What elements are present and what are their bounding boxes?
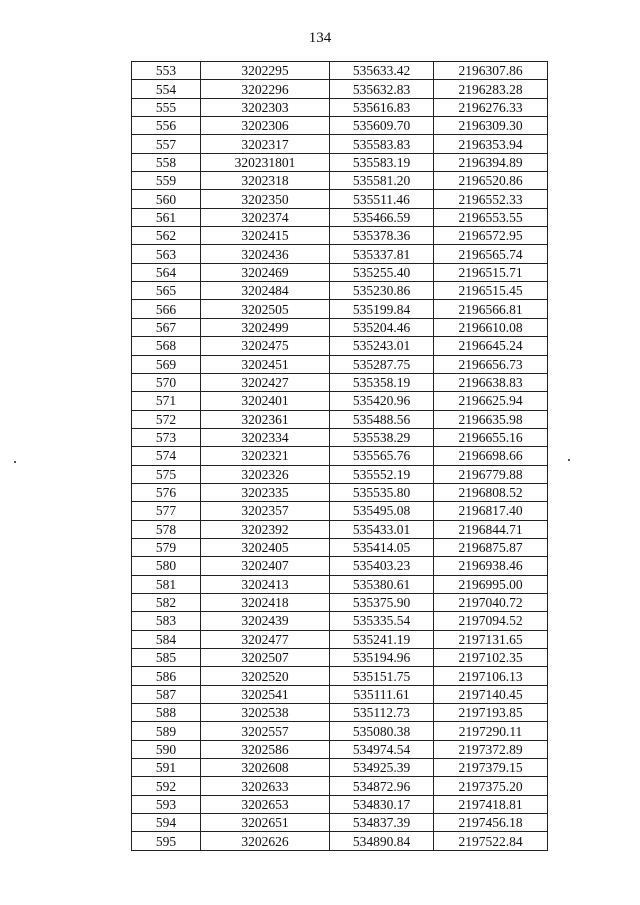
row-number-cell: 569 <box>132 355 201 373</box>
x-coordinate-cell: 535414.05 <box>330 538 434 556</box>
y-coordinate-cell: 2197102.35 <box>434 649 548 667</box>
x-coordinate-cell: 535241.19 <box>330 630 434 648</box>
row-number-cell: 586 <box>132 667 201 685</box>
x-coordinate-cell: 535230.86 <box>330 282 434 300</box>
table-row <box>132 520 548 538</box>
x-coordinate-cell: 534872.96 <box>330 777 434 795</box>
x-coordinate-cell: 535433.01 <box>330 520 434 538</box>
y-coordinate-cell: 2196307.86 <box>434 62 548 80</box>
point-id-cell: 3202418 <box>201 593 330 611</box>
x-coordinate-cell: 535335.54 <box>330 612 434 630</box>
y-coordinate-cell: 2196566.81 <box>434 300 548 318</box>
point-id-cell: 3202361 <box>201 410 330 428</box>
point-id-cell: 3202633 <box>201 777 330 795</box>
table-row <box>132 483 548 501</box>
table-row <box>132 263 548 281</box>
x-coordinate-cell: 534974.54 <box>330 740 434 758</box>
y-coordinate-cell: 2197040.72 <box>434 593 548 611</box>
x-coordinate-cell: 535337.81 <box>330 245 434 263</box>
x-coordinate-cell: 535151.75 <box>330 667 434 685</box>
coordinates-table <box>131 61 548 851</box>
row-number-cell: 589 <box>132 722 201 740</box>
x-coordinate-cell: 535583.83 <box>330 135 434 153</box>
point-id-cell: 3202296 <box>201 80 330 98</box>
point-id-cell: 3202541 <box>201 685 330 703</box>
y-coordinate-cell: 2197290.11 <box>434 722 548 740</box>
x-coordinate-cell: 535581.20 <box>330 172 434 190</box>
table-row <box>132 667 548 685</box>
table-row <box>132 98 548 116</box>
point-id-cell: 3202608 <box>201 759 330 777</box>
scan-speck <box>568 459 570 461</box>
table-row <box>132 208 548 226</box>
table-row <box>132 117 548 135</box>
table-row <box>132 740 548 758</box>
y-coordinate-cell: 2196309.30 <box>434 117 548 135</box>
point-id-cell: 3202557 <box>201 722 330 740</box>
row-number-cell: 573 <box>132 428 201 446</box>
table-row <box>132 337 548 355</box>
x-coordinate-cell: 535488.56 <box>330 410 434 428</box>
row-number-cell: 575 <box>132 465 201 483</box>
y-coordinate-cell: 2196655.16 <box>434 428 548 446</box>
y-coordinate-cell: 2196515.45 <box>434 282 548 300</box>
y-coordinate-cell: 2196638.83 <box>434 373 548 391</box>
point-id-cell: 3202334 <box>201 428 330 446</box>
point-id-cell: 3202505 <box>201 300 330 318</box>
row-number-cell: 579 <box>132 538 201 556</box>
point-id-cell: 3202321 <box>201 447 330 465</box>
row-number-cell: 584 <box>132 630 201 648</box>
row-number-cell: 564 <box>132 263 201 281</box>
row-number-cell: 577 <box>132 502 201 520</box>
row-number-cell: 557 <box>132 135 201 153</box>
point-id-cell: 3202318 <box>201 172 330 190</box>
row-number-cell: 556 <box>132 117 201 135</box>
y-coordinate-cell: 2196698.66 <box>434 447 548 465</box>
row-number-cell: 568 <box>132 337 201 355</box>
table-row <box>132 557 548 575</box>
point-id-cell: 3202469 <box>201 263 330 281</box>
point-id-cell: 3202538 <box>201 704 330 722</box>
point-id-cell: 3202415 <box>201 227 330 245</box>
y-coordinate-cell: 2196779.88 <box>434 465 548 483</box>
x-coordinate-cell: 535552.19 <box>330 465 434 483</box>
point-id-cell: 3202651 <box>201 814 330 832</box>
point-id-cell: 3202401 <box>201 392 330 410</box>
row-number-cell: 590 <box>132 740 201 758</box>
row-number-cell: 592 <box>132 777 201 795</box>
row-number-cell: 588 <box>132 704 201 722</box>
x-coordinate-cell: 535287.75 <box>330 355 434 373</box>
row-number-cell: 593 <box>132 795 201 813</box>
y-coordinate-cell: 2196844.71 <box>434 520 548 538</box>
point-id-cell: 3202436 <box>201 245 330 263</box>
y-coordinate-cell: 2196875.87 <box>434 538 548 556</box>
table-row <box>132 373 548 391</box>
table-row <box>132 355 548 373</box>
y-coordinate-cell: 2196553.55 <box>434 208 548 226</box>
y-coordinate-cell: 2196808.52 <box>434 483 548 501</box>
x-coordinate-cell: 535565.76 <box>330 447 434 465</box>
point-id-cell: 320231801 <box>201 153 330 171</box>
y-coordinate-cell: 2197140.45 <box>434 685 548 703</box>
x-coordinate-cell: 535420.96 <box>330 392 434 410</box>
row-number-cell: 572 <box>132 410 201 428</box>
point-id-cell: 3202451 <box>201 355 330 373</box>
row-number-cell: 559 <box>132 172 201 190</box>
row-number-cell: 578 <box>132 520 201 538</box>
point-id-cell: 3202413 <box>201 575 330 593</box>
x-coordinate-cell: 535495.08 <box>330 502 434 520</box>
row-number-cell: 566 <box>132 300 201 318</box>
point-id-cell: 3202405 <box>201 538 330 556</box>
point-id-cell: 3202653 <box>201 795 330 813</box>
row-number-cell: 583 <box>132 612 201 630</box>
x-coordinate-cell: 535375.90 <box>330 593 434 611</box>
x-coordinate-cell: 535535.80 <box>330 483 434 501</box>
x-coordinate-cell: 535583.19 <box>330 153 434 171</box>
point-id-cell: 3202317 <box>201 135 330 153</box>
table-row <box>132 502 548 520</box>
table-row <box>132 777 548 795</box>
point-id-cell: 3202477 <box>201 630 330 648</box>
y-coordinate-cell: 2196645.24 <box>434 337 548 355</box>
table-row <box>132 593 548 611</box>
table-row <box>132 704 548 722</box>
y-coordinate-cell: 2197375.20 <box>434 777 548 795</box>
row-number-cell: 560 <box>132 190 201 208</box>
point-id-cell: 3202335 <box>201 483 330 501</box>
y-coordinate-cell: 2197106.13 <box>434 667 548 685</box>
table-row <box>132 318 548 336</box>
y-coordinate-cell: 2196938.46 <box>434 557 548 575</box>
point-id-cell: 3202475 <box>201 337 330 355</box>
row-number-cell: 581 <box>132 575 201 593</box>
y-coordinate-cell: 2197456.18 <box>434 814 548 832</box>
table-row <box>132 227 548 245</box>
x-coordinate-cell: 535380.61 <box>330 575 434 593</box>
x-coordinate-cell: 534890.84 <box>330 832 434 850</box>
point-id-cell: 3202520 <box>201 667 330 685</box>
y-coordinate-cell: 2196552.33 <box>434 190 548 208</box>
x-coordinate-cell: 534830.17 <box>330 795 434 813</box>
table-row <box>132 245 548 263</box>
point-id-cell: 3202586 <box>201 740 330 758</box>
y-coordinate-cell: 2197094.52 <box>434 612 548 630</box>
row-number-cell: 571 <box>132 392 201 410</box>
x-coordinate-cell: 535112.73 <box>330 704 434 722</box>
table-row <box>132 722 548 740</box>
row-number-cell: 594 <box>132 814 201 832</box>
row-number-cell: 565 <box>132 282 201 300</box>
x-coordinate-cell: 535616.83 <box>330 98 434 116</box>
table-row <box>132 649 548 667</box>
row-number-cell: 591 <box>132 759 201 777</box>
x-coordinate-cell: 535403.23 <box>330 557 434 575</box>
table-row <box>132 612 548 630</box>
x-coordinate-cell: 535378.36 <box>330 227 434 245</box>
y-coordinate-cell: 2196610.08 <box>434 318 548 336</box>
x-coordinate-cell: 534837.39 <box>330 814 434 832</box>
table-row <box>132 172 548 190</box>
x-coordinate-cell: 535632.83 <box>330 80 434 98</box>
table-row <box>132 759 548 777</box>
point-id-cell: 3202439 <box>201 612 330 630</box>
scan-speck <box>14 461 16 463</box>
y-coordinate-cell: 2197522.84 <box>434 832 548 850</box>
row-number-cell: 587 <box>132 685 201 703</box>
point-id-cell: 3202499 <box>201 318 330 336</box>
y-coordinate-cell: 2197372.89 <box>434 740 548 758</box>
row-number-cell: 576 <box>132 483 201 501</box>
x-coordinate-cell: 535199.84 <box>330 300 434 318</box>
table-row <box>132 153 548 171</box>
row-number-cell: 595 <box>132 832 201 850</box>
y-coordinate-cell: 2196625.94 <box>434 392 548 410</box>
y-coordinate-cell: 2196515.71 <box>434 263 548 281</box>
row-number-cell: 563 <box>132 245 201 263</box>
table-row <box>132 80 548 98</box>
y-coordinate-cell: 2196656.73 <box>434 355 548 373</box>
y-coordinate-cell: 2196635.98 <box>434 410 548 428</box>
y-coordinate-cell: 2196353.94 <box>434 135 548 153</box>
x-coordinate-cell: 535111.61 <box>330 685 434 703</box>
x-coordinate-cell: 535080.38 <box>330 722 434 740</box>
table-row <box>132 832 548 850</box>
x-coordinate-cell: 534925.39 <box>330 759 434 777</box>
table-row <box>132 630 548 648</box>
table-row <box>132 428 548 446</box>
point-id-cell: 3202374 <box>201 208 330 226</box>
point-id-cell: 3202326 <box>201 465 330 483</box>
row-number-cell: 555 <box>132 98 201 116</box>
row-number-cell: 567 <box>132 318 201 336</box>
x-coordinate-cell: 535609.70 <box>330 117 434 135</box>
x-coordinate-cell: 535466.59 <box>330 208 434 226</box>
y-coordinate-cell: 2196520.86 <box>434 172 548 190</box>
table-row <box>132 282 548 300</box>
row-number-cell: 580 <box>132 557 201 575</box>
row-number-cell: 574 <box>132 447 201 465</box>
table-row <box>132 795 548 813</box>
y-coordinate-cell: 2196283.28 <box>434 80 548 98</box>
y-coordinate-cell: 2197418.81 <box>434 795 548 813</box>
x-coordinate-cell: 535633.42 <box>330 62 434 80</box>
point-id-cell: 3202407 <box>201 557 330 575</box>
y-coordinate-cell: 2197379.15 <box>434 759 548 777</box>
table-row <box>132 814 548 832</box>
table-row <box>132 135 548 153</box>
table-row <box>132 300 548 318</box>
table-row <box>132 410 548 428</box>
point-id-cell: 3202392 <box>201 520 330 538</box>
x-coordinate-cell: 535204.46 <box>330 318 434 336</box>
y-coordinate-cell: 2196817.40 <box>434 502 548 520</box>
page-number: 134 <box>308 30 332 46</box>
point-id-cell: 3202306 <box>201 117 330 135</box>
point-id-cell: 3202303 <box>201 98 330 116</box>
point-id-cell: 3202350 <box>201 190 330 208</box>
x-coordinate-cell: 535194.96 <box>330 649 434 667</box>
table-row <box>132 190 548 208</box>
table-row <box>132 392 548 410</box>
y-coordinate-cell: 2197193.85 <box>434 704 548 722</box>
row-number-cell: 582 <box>132 593 201 611</box>
table-row <box>132 62 548 80</box>
row-number-cell: 554 <box>132 80 201 98</box>
x-coordinate-cell: 535511.46 <box>330 190 434 208</box>
coordinates-table-body <box>132 62 548 851</box>
row-number-cell: 570 <box>132 373 201 391</box>
y-coordinate-cell: 2196995.00 <box>434 575 548 593</box>
y-coordinate-cell: 2196276.33 <box>434 98 548 116</box>
point-id-cell: 3202357 <box>201 502 330 520</box>
x-coordinate-cell: 535255.40 <box>330 263 434 281</box>
table-row <box>132 538 548 556</box>
x-coordinate-cell: 535538.29 <box>330 428 434 446</box>
table-row <box>132 575 548 593</box>
x-coordinate-cell: 535243.01 <box>330 337 434 355</box>
row-number-cell: 585 <box>132 649 201 667</box>
point-id-cell: 3202484 <box>201 282 330 300</box>
y-coordinate-cell: 2196565.74 <box>434 245 548 263</box>
row-number-cell: 561 <box>132 208 201 226</box>
point-id-cell: 3202295 <box>201 62 330 80</box>
y-coordinate-cell: 2196572.95 <box>434 227 548 245</box>
row-number-cell: 562 <box>132 227 201 245</box>
table-row <box>132 685 548 703</box>
point-id-cell: 3202427 <box>201 373 330 391</box>
row-number-cell: 553 <box>132 62 201 80</box>
table-row <box>132 447 548 465</box>
y-coordinate-cell: 2197131.65 <box>434 630 548 648</box>
point-id-cell: 3202507 <box>201 649 330 667</box>
point-id-cell: 3202626 <box>201 832 330 850</box>
table-row <box>132 465 548 483</box>
row-number-cell: 558 <box>132 153 201 171</box>
x-coordinate-cell: 535358.19 <box>330 373 434 391</box>
y-coordinate-cell: 2196394.89 <box>434 153 548 171</box>
